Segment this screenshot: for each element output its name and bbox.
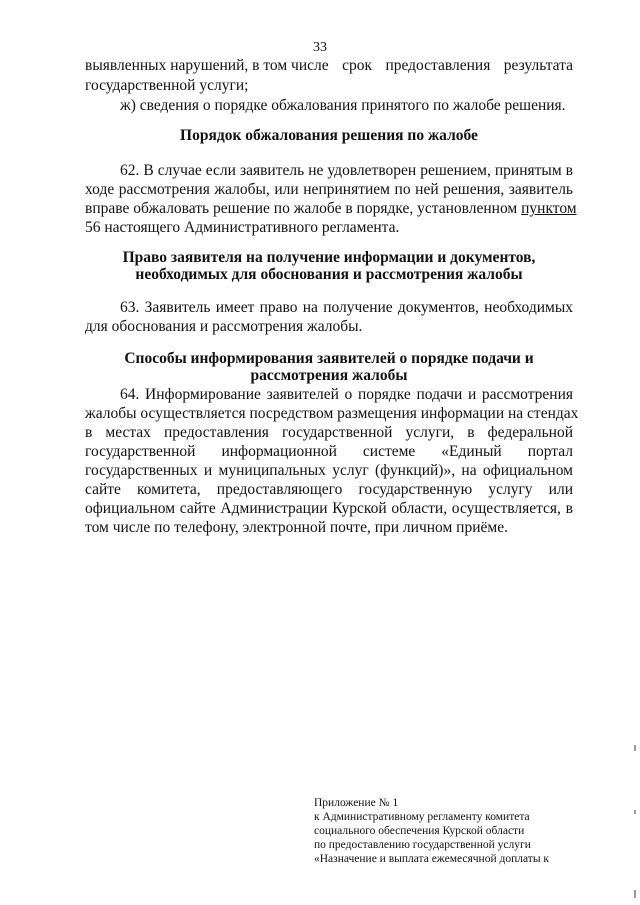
intro-word-1: выявленных нарушений, в том числе <box>85 57 329 74</box>
intro-line-1 <box>85 56 573 75</box>
appendix-title: Приложение № 1 <box>314 797 399 809</box>
scan-edge-mark <box>634 890 636 898</box>
intro-word-3: предоставления <box>385 57 491 74</box>
section-heading-appeal: Порядок обжалования решения по жалобе <box>180 127 478 144</box>
para-64-line-7: официальном сайте Администрации Курской области, осуществляется, в <box>85 500 573 517</box>
appendix-line-4: «Назначение и выплата ежемесячной доплаты к <box>314 853 550 865</box>
section-heading-info-2: рассмотрения жалобы <box>250 367 408 384</box>
para-64-line-6: сайте комитета, предоставляющего государственную услугу или <box>85 481 573 498</box>
scan-edge-mark <box>634 810 636 814</box>
intro-word-2: срок <box>342 57 372 74</box>
clause-link[interactable]: пунктом <box>521 200 577 217</box>
para-62-line-2: ходе рассмотрения жалобы, или непринятием по ней решения, заявитель <box>85 181 573 198</box>
para-64-line-5: государственных и муниципальных услуг (функций)», на официальном <box>85 462 573 479</box>
appendix-line-2: социального обеспечения Курской области <box>314 825 525 837</box>
appendix-line-1: к Административному регламенту комитета <box>314 811 530 823</box>
intro-line-3: ж) сведения о порядке обжалования принятого по жалобе решения. <box>120 97 566 114</box>
section-heading-rights-1: Право заявителя на получение информации и документов, <box>122 249 536 266</box>
page-number: 33 <box>313 40 327 55</box>
intro-line-2: государственной услуги; <box>85 77 249 94</box>
para-62-text: вправе обжаловать решение по жалобе в порядке, установленном <box>85 200 522 217</box>
para-63-line-2: для обоснования и рассмотрения жалобы. <box>85 318 363 335</box>
section-heading-rights-2: необходимых для обоснования и рассмотрения жалобы <box>135 266 523 283</box>
para-62-line-3 <box>85 199 577 218</box>
para-64-line-3: в местах предоставления государственной услуги, в федеральной <box>85 424 573 441</box>
para-64-line-1: 64. Информирование заявителей о порядке подачи и рассмотрения <box>120 386 573 403</box>
intro-word-4: результата <box>503 57 573 74</box>
para-62-line-4: 56 настоящего Административного регламента. <box>85 219 400 236</box>
para-64-line-8: том числе по телефону, электронной почте, при личном приёме. <box>85 519 508 536</box>
para-64-line-2: жалобы осуществляется посредством размещения информации на стендах <box>85 405 579 422</box>
scan-edge-mark <box>634 745 636 751</box>
para-64-line-4: государственной информационной системе «Единый портал <box>85 443 573 460</box>
para-63-line-1: 63. Заявитель имеет право на получение документов, необходимых <box>120 299 573 316</box>
section-heading-info-1: Способы информирования заявителей о порядке подачи и <box>124 350 534 367</box>
para-62-line-1: 62. В случае если заявитель не удовлетворен решением, принятым в <box>120 162 573 179</box>
appendix-line-3: по предоставлению государственной услуги <box>314 839 531 851</box>
